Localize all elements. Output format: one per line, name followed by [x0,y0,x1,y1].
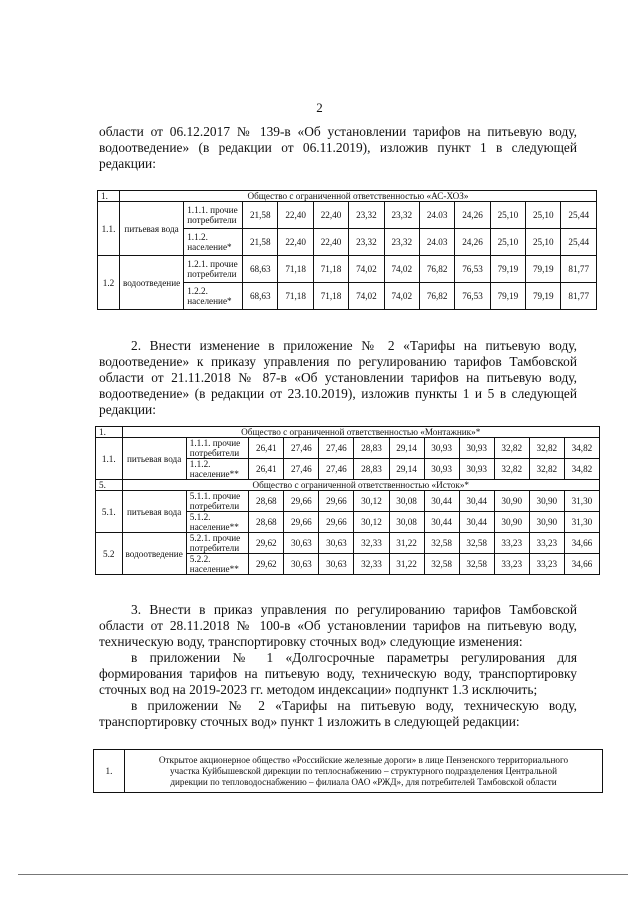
tariff-value: 76,53 [455,256,490,283]
tariff-value: 29,66 [319,491,354,512]
tariff-value: 30,90 [529,512,564,533]
tariff-value: 32,33 [354,554,389,575]
tariff-value: 76,53 [455,283,490,310]
intro-line: водоотведение» (в редакции от 06.11.2019), изложив пункт 1 в следующей [99,140,577,155]
org-name-line: дирекции по тепловодоснабжению – филиала ОАО «РЖД», для потребителей Тамбовской области [170,776,557,787]
tariff-value: 71,18 [313,283,348,310]
tariff-value: 71,18 [278,283,313,310]
item2-paragraph [99,338,577,418]
table-row [98,256,597,283]
tariff-value: 29,62 [249,554,284,575]
tariff-value: 32,33 [354,533,389,554]
service-name: питьевая вода [122,438,186,480]
tariff-value: 26,41 [249,459,284,480]
service-name: водоотведение [119,256,183,310]
page-bottom-rule [18,874,628,875]
item3-line: в приложении № 2 «Тарифы на питьевую воду, техническую воду, [131,698,577,713]
tariff-value: 25,10 [526,202,561,229]
consumer-label: 1.1.1. прочие потребители [184,202,243,229]
tariff-value: 32,82 [494,438,529,459]
tariff-value: 76,82 [419,283,454,310]
table-row [94,750,603,793]
tariff-value: 79,19 [526,283,561,310]
tariff-value: 30,08 [389,512,424,533]
tariff-value: 23,32 [349,229,384,256]
tariff-value: 30,63 [319,554,354,575]
tariff-value: 74,02 [384,283,419,310]
tariff-value: 74,02 [384,256,419,283]
tariff-value: 29,14 [389,438,424,459]
tariff-value: 30,44 [424,491,459,512]
org-name: Общество с ограниченной ответственностью «Монтажник»* [122,427,599,438]
tariff-value: 31,22 [389,554,424,575]
section-number: 5. [96,480,123,491]
tariff-value: 25,44 [561,202,597,229]
tariff-value: 30,08 [389,491,424,512]
tariff-value: 34,66 [564,554,599,575]
tariff-value: 32,82 [529,438,564,459]
tariff-table-montazhnik-istok [95,426,600,575]
tariff-value: 25,44 [561,229,597,256]
group-number: 5.2 [96,533,123,575]
tariff-value: 81,77 [561,256,597,283]
consumer-label: 1.2.1. прочие потребители [184,256,243,283]
tariff-value: 30,63 [319,533,354,554]
consumer-label: 1.1.1. прочие потребители [186,438,249,459]
tariff-value: 29,66 [319,512,354,533]
tariff-value: 22,40 [313,202,348,229]
tariff-value: 33,23 [529,533,564,554]
tariff-value: 31,30 [564,512,599,533]
consumer-label: 5.2.1. прочие потребители [186,533,249,554]
tariff-value: 79,19 [526,256,561,283]
item2-line: водоотведение» (в редакции от 23.10.2019), изложив пункты 1 и 5 в следующей [99,386,577,401]
tariff-value: 23,32 [384,229,419,256]
group-number: 1.1. [98,202,120,256]
tariff-value: 71,18 [278,256,313,283]
item3-line: области от 28.11.2018 № 100-в «Об установлении тарифов на питьевую воду, [99,618,577,633]
item3-line: транспортировку сточных вод» пункт 1 изложить в следующей редакции: [99,714,520,729]
tariff-value: 30,90 [494,491,529,512]
tariff-value: 30,93 [424,438,459,459]
tariff-value: 25,10 [490,202,525,229]
tariff-value: 32,58 [424,533,459,554]
tariff-value: 32,82 [529,459,564,480]
tariff-value: 30,12 [354,512,389,533]
tariff-value: 30,93 [424,459,459,480]
intro-line: области от 06.12.2017 № 139-в «Об установлении тарифов на питьевую воду, [99,124,577,139]
item2-line: водоотведение» к приказу управления по регулированию тарифов Тамбовской [99,354,577,369]
tariff-value: 29,66 [284,491,319,512]
tariff-value: 25,10 [526,229,561,256]
org-name-line: участка Куйбышевской дирекции по теплоснабжению – структурного подразделения Центральной [169,765,558,776]
item3-line: формирования тарифов на питьевую воду, техническую воду, транспортировку [99,666,577,681]
org-name-line: Открытое акционерное общество «Российские железные дороги» в лице Пензенского территориального [158,754,569,765]
table-header-row [96,427,600,438]
item3-line: сточных вод на 2019-2023 гг. методом индексации» подпункт 1.3 исключить; [99,682,538,697]
tariff-value: 33,23 [529,554,564,575]
tariff-value: 79,19 [490,256,525,283]
tariff-value: 68,63 [243,256,278,283]
intro-line: редакции: [99,156,156,171]
tariff-value: 28,68 [249,491,284,512]
tariff-value: 27,46 [284,459,319,480]
table-row [96,491,600,512]
tariff-table-body [98,191,597,310]
tariff-value: 30,12 [354,491,389,512]
tariff-value: 23,32 [384,202,419,229]
tariff-value: 74,02 [349,256,384,283]
tariff-value: 27,46 [319,438,354,459]
tariff-value: 71,18 [313,256,348,283]
tariff-value: 79,19 [490,283,525,310]
consumer-label: 5.1.1. прочие потребители [186,491,249,512]
tariff-value: 30,44 [459,491,494,512]
group-number: 1.1. [96,438,123,480]
tariff-value: 28,68 [249,512,284,533]
tariff-table-as-hoz [97,190,597,310]
group-number: 1.2 [98,256,120,310]
table-header-row [96,480,600,491]
intro-paragraph [99,124,577,172]
section-number: 1. [96,427,123,438]
tariff-value: 24,26 [455,202,490,229]
tariff-value: 33,23 [494,533,529,554]
consumer-label: 1.1.2. население** [186,459,249,480]
consumer-label: 1.2.2. население* [184,283,243,310]
service-name: питьевая вода [122,491,186,533]
tariff-table-body [96,427,600,575]
tariff-value: 21,58 [243,229,278,256]
tariff-value: 30,44 [424,512,459,533]
tariff-value: 32,58 [459,554,494,575]
consumer-label: 1.1.2. население* [184,229,243,256]
tariff-value: 22,40 [278,202,313,229]
tariff-value: 30,93 [459,438,494,459]
consumer-label: 5.2.2. население** [186,554,249,575]
service-name: питьевая вода [119,202,183,256]
tariff-value: 74,02 [349,283,384,310]
org-name: Общество с ограниченной ответственностью «АС-ХОЗ» [119,191,596,202]
tariff-value: 25,10 [490,229,525,256]
tariff-value: 24.03 [419,202,454,229]
item2-line: области от 21.11.2018 № 87-в «Об установлении тарифов на питьевую воду, [99,370,577,385]
tariff-value: 30,44 [459,512,494,533]
tariff-value: 24.03 [419,229,454,256]
tariff-value: 29,62 [249,533,284,554]
tariff-value: 31,30 [564,491,599,512]
tariff-value: 68,63 [243,283,278,310]
org-name: Общество с ограниченной ответственностью «Исток»* [122,480,599,491]
tariff-value: 33,23 [494,554,529,575]
tariff-value: 81,77 [561,283,597,310]
item3-line: техническую воду, транспортировку сточных вод» следующие изменения: [99,634,523,649]
service-name: водоотведение [122,533,186,575]
tariff-value: 30,93 [459,459,494,480]
tariff-value: 30,63 [284,554,319,575]
tariff-value: 32,58 [459,533,494,554]
tariff-value: 34,66 [564,533,599,554]
tariff-value: 30,90 [529,491,564,512]
tariff-table-rzhd [93,749,603,793]
tariff-value: 32,58 [424,554,459,575]
tariff-value: 76,82 [419,256,454,283]
table-row [96,533,600,554]
tariff-value: 29,66 [284,512,319,533]
tariff-value: 32,82 [494,459,529,480]
tariff-value: 23,32 [349,202,384,229]
tariff-value: 21,58 [243,202,278,229]
tariff-value: 34,82 [564,438,599,459]
table-header-row [98,191,597,202]
row-number: 1. [94,750,125,793]
tariff-value: 29,14 [389,459,424,480]
tariff-value: 31,22 [389,533,424,554]
tariff-value: 26,41 [249,438,284,459]
item3-paragraph [99,602,577,730]
item2-line: редакции: [99,402,156,417]
tariff-value: 22,40 [313,229,348,256]
tariff-value: 27,46 [319,459,354,480]
tariff-value: 28,83 [354,459,389,480]
tariff-value: 30,90 [494,512,529,533]
tariff-value: 22,40 [278,229,313,256]
tariff-value: 34,82 [564,459,599,480]
item2-line: 2. Внести изменение в приложение № 2 «Тарифы на питьевую воду, [131,338,577,353]
item3-line: 3. Внести в приказ управления по регулированию тарифов Тамбовской [131,602,577,617]
tariff-value: 24,26 [455,229,490,256]
table-row [98,202,597,229]
item3-line: в приложении № 1 «Долгосрочные параметры регулирования для [131,650,577,665]
table-row [96,438,600,459]
consumer-label: 5.1.2. население** [186,512,249,533]
group-number: 5.1. [96,491,123,533]
tariff-value: 27,46 [284,438,319,459]
tariff-value: 30,63 [284,533,319,554]
org-name [125,750,603,793]
page-number: 2 [316,100,323,115]
tariff-value: 28,83 [354,438,389,459]
section-number: 1. [98,191,120,202]
